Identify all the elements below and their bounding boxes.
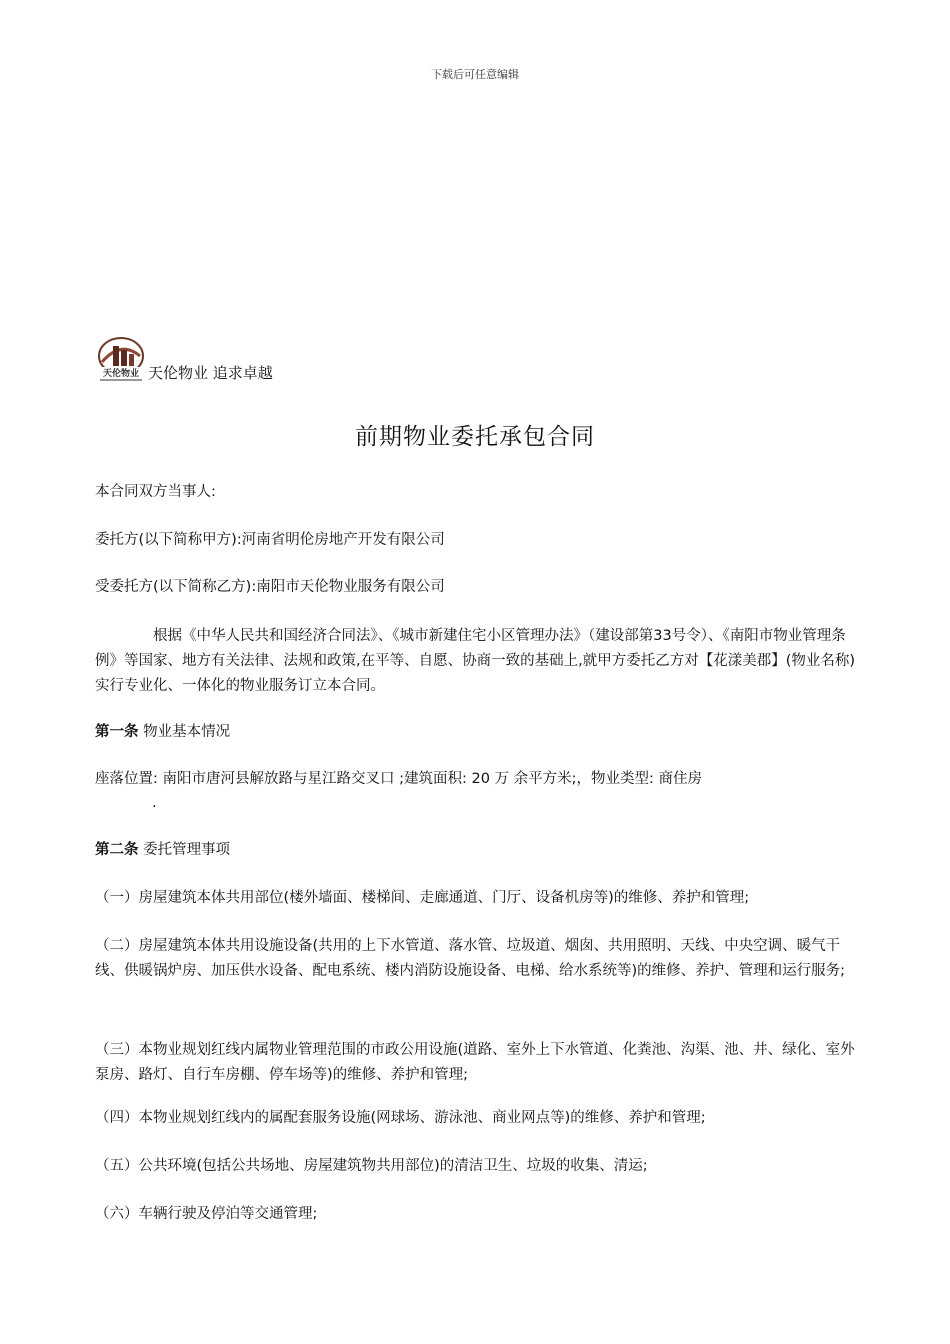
list-item: （四）本物业规划红线内的属配套服务设施(网球场、游泳池、商业网点等)的维修、养护和管理; (95, 1110, 706, 1126)
document-title: 前期物业委托承包合同 (355, 424, 595, 450)
article-1-heading: 第一条 (95, 724, 139, 740)
article-2-title: 委托管理事项 (143, 842, 231, 858)
header-note: 下载后可任意编辑 (431, 68, 519, 81)
location-cont-text: . (152, 795, 157, 811)
list-item: （三）本物业规划红线内属物业管理范围的市政公用设施(道路、室外上下水管道、化粪池、沟渠、池、井、绿化、室外泵房、路灯、自行车房棚、停车场等)的维修、养护和管理; (95, 1042, 855, 1083)
list-item: （五）公共环境(包括公共场地、房屋建筑物共用部位)的清洁卫生、垃圾的收集、清运; (95, 1158, 648, 1174)
parties-intro: 本合同双方当事人: (95, 484, 216, 500)
logo-row (96, 334, 273, 384)
list-item: （一）房屋建筑本体共用部位(楼外墙面、楼梯间、走廊通道、门厅、设备机房等)的维修、养护和管理; (95, 890, 750, 906)
logo-text: 天伦物业 (102, 369, 140, 379)
article-1 (95, 720, 865, 745)
company-logo (96, 336, 146, 384)
article-2 (95, 838, 865, 863)
list-item: （六）车辆行驶及停泊等交通管理; (95, 1206, 318, 1222)
article-2-heading: 第二条 (95, 842, 139, 858)
preamble: 根据《中华人民共和国经济合同法》、《城市新建住宅小区管理办法》（建设部第33号令）、《南阳市物业管理条例》等国家、地方有关法律、法规和政策,在平等、自愿、协商一致的基础上,就甲方委托乙方对【花漾美郡】(物业名称)实行专业化、一体化的物业服务订立本合同。 (95, 628, 856, 694)
party-b: 受委托方(以下简称乙方):南阳市天伦物业服务有限公司 (95, 579, 445, 595)
party-a: 委托方(以下简称甲方):河南省明伦房地产开发有限公司 (95, 532, 445, 548)
logo-slogan: 天伦物业 追求卓越 (148, 364, 273, 382)
location-line: 座落位置: 南阳市唐河县解放路与星江路交叉口 ;建筑面积: 20 万 余平方米;，物业类型: 商住房 (95, 771, 703, 787)
list-item: （二）房屋建筑本体共用设施设备(共用的上下水管道、落水管、垃圾道、烟囱、共用照明、天线、中央空调、暖气干线、供暖锅炉房、加压供水设备、配电系统、楼内消防设施设备、电梯、给水系统等)的维修、养护、管理和运行服务; (95, 938, 846, 979)
article-1-title: 物业基本情况 (143, 724, 231, 740)
